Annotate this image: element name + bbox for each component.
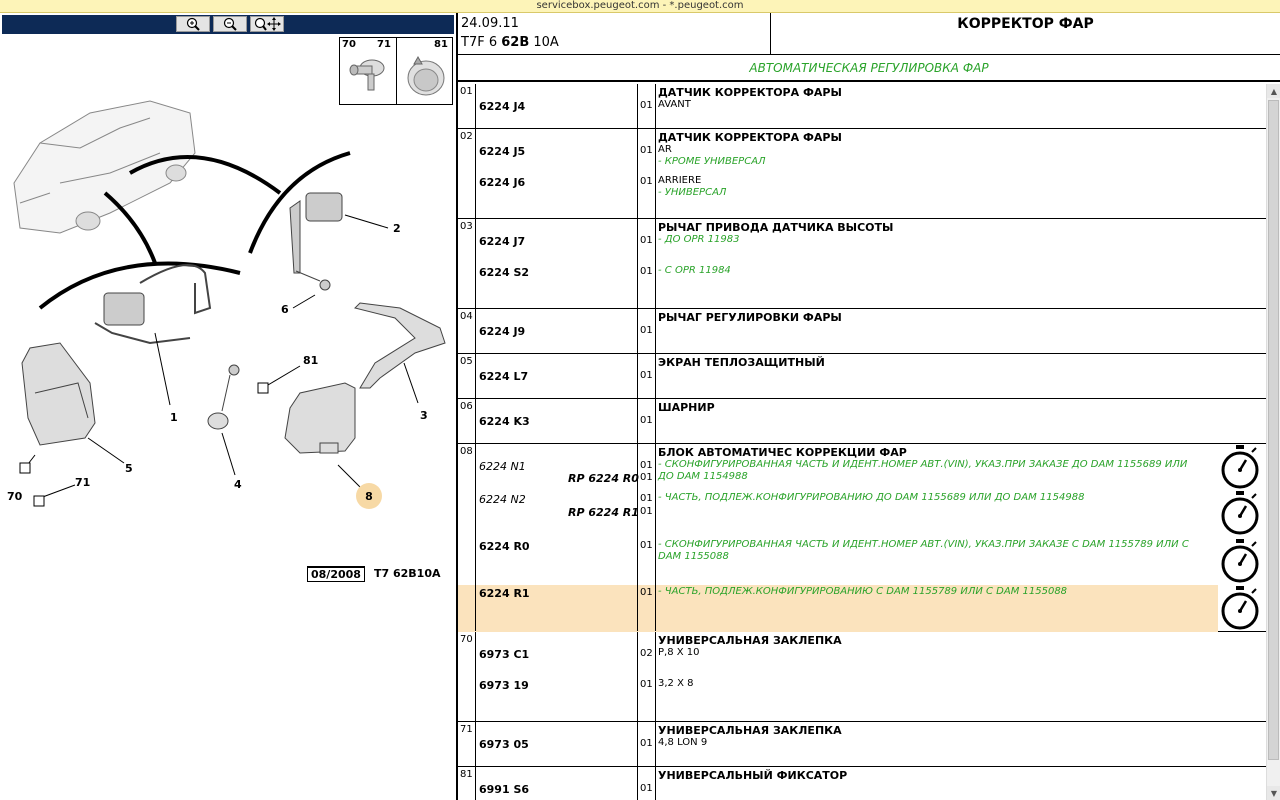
group-number: 03 — [458, 219, 476, 308]
part-qty: 01 — [640, 460, 653, 471]
diagram-date: 08/2008 — [307, 566, 365, 582]
group-number: 02 — [458, 129, 476, 218]
diagram-pane — [0, 13, 456, 800]
table-row-group-03 — [458, 219, 1266, 309]
part-ref[interactable]: 6973 05 — [479, 738, 529, 751]
group-title: УНИВЕРСАЛЬНАЯ ЗАКЛЕПКА — [658, 634, 842, 647]
zoom-fit-icon — [253, 17, 281, 31]
group-title: РЫЧАГ РЕГУЛИРОВКИ ФАРЫ — [658, 311, 842, 324]
group-number: 05 — [458, 354, 476, 398]
part-qty: 01 — [640, 587, 653, 598]
part-ref[interactable]: 6224 S2 — [479, 266, 530, 279]
table-row-group-01 — [458, 84, 1266, 129]
diagram-code: T7 62B10A — [374, 567, 441, 580]
callout-3[interactable]: 3 — [420, 409, 428, 422]
group-number: 04 — [458, 309, 476, 353]
group-number: 01 — [458, 84, 476, 128]
callout-2[interactable]: 2 — [393, 222, 401, 235]
parts-table — [458, 84, 1266, 800]
part-desc: AR — [658, 144, 672, 155]
callout-81[interactable]: 81 — [303, 354, 319, 367]
section-subtitle: АВТОМАТИЧЕСКАЯ РЕГУЛИРОВКА ФАР — [458, 55, 1280, 82]
thumb-label-81: 81 — [434, 39, 448, 50]
group-title: РЫЧАГ ПРИВОДА ДАТЧИКА ВЫСОТЫ — [658, 221, 894, 234]
table-row-group-71 — [458, 722, 1266, 767]
group-number: 71 — [458, 722, 476, 766]
part-qty: 01 — [640, 783, 653, 794]
window-title: servicebox.peugeot.com - *.peugeot.com — [0, 0, 1280, 13]
group-title: БЛОК АВТОМАТИЧЕС КОРРЕКЦИИ ФАР — [658, 446, 907, 459]
page-title: КОРРЕКТОР ФАР — [957, 16, 1094, 32]
part-note: ДО DAM 1154988 — [658, 471, 748, 482]
zoom-out-button[interactable] — [213, 16, 247, 32]
part-ref[interactable]: 6224 L7 — [479, 370, 529, 383]
part-ref[interactable]: 6224 R1 — [479, 587, 530, 600]
stopwatch-icon[interactable] — [1219, 538, 1261, 584]
part-qty: 01 — [640, 266, 653, 277]
part-ref[interactable]: 6973 19 — [479, 679, 529, 692]
part-qty: 01 — [640, 738, 653, 749]
part-note: - ЧАСТЬ, ПОДЛЕЖ.КОНФИГУРИРОВАНИЮ ДО DAM 1155689 ИЛИ ДО DAM 1154988 — [658, 492, 1085, 503]
zoom-out-icon — [221, 17, 239, 31]
part-qty: 01 — [640, 415, 653, 426]
part-note: - СКОНФИГУРИРОВАННАЯ ЧАСТЬ И ИДЕНТ.НОМЕР АВТ.(VIN), УКАЗ.ПРИ ЗАКАЗЕ С DAM 1155789 ИЛИ С — [658, 539, 1189, 550]
exploded-parts-diagram — [0, 93, 456, 563]
table-row-group-81 — [458, 767, 1266, 800]
callout-71[interactable]: 71 — [75, 476, 91, 489]
zoom-in-button[interactable] — [176, 16, 210, 32]
front-sensor-part — [95, 265, 239, 429]
callout-8-highlighted[interactable]: 8 — [356, 483, 382, 509]
callout-5[interactable]: 5 — [125, 462, 133, 475]
part-ref[interactable]: 6224 J9 — [479, 325, 526, 338]
group-title: УНИВЕРСАЛЬНАЯ ЗАКЛЕПКА — [658, 724, 842, 737]
vertical-scrollbar[interactable] — [1266, 84, 1280, 800]
callout-1[interactable]: 1 — [170, 411, 178, 424]
callout-70[interactable]: 70 — [7, 490, 23, 503]
group-number: 06 — [458, 399, 476, 443]
part-ref[interactable]: 6224 N1 — [479, 460, 526, 473]
part-qty: 01 — [640, 370, 653, 381]
part-note: - ЧАСТЬ, ПОДЛЕЖ.КОНФИГУРИРОВАНИЮ С DAM 1155789 ИЛИ С DAM 1155088 — [658, 586, 1068, 597]
catalog-date: 24.09.11 — [461, 16, 519, 31]
zoom-in-icon — [184, 17, 202, 31]
part-qty: 01 — [640, 176, 653, 187]
stopwatch-icon[interactable] — [1219, 585, 1261, 631]
group-title: ДАТЧИК КОРРЕКТОРА ФАРЫ — [658, 131, 842, 144]
replacement-ref[interactable]: RP 6224 R1 — [568, 506, 639, 519]
part-desc: ARRIERE — [658, 175, 702, 186]
part-ref[interactable]: 6973 C1 — [479, 648, 530, 661]
table-row-group-04 — [458, 309, 1266, 354]
part-note: - УНИВЕРСАЛ — [658, 187, 727, 198]
part-qty: 01 — [640, 100, 653, 111]
part-qty: 01 — [640, 472, 653, 483]
part-ref[interactable]: 6224 K3 — [479, 415, 530, 428]
group-title: ДАТЧИК КОРРЕКТОРА ФАРЫ — [658, 86, 842, 99]
part-desc: P,8 X 10 — [658, 647, 700, 658]
part-desc: 4,8 LON 9 — [658, 737, 708, 748]
part-ref[interactable]: 6224 J6 — [479, 176, 526, 189]
part-ref[interactable]: 6224 J4 — [479, 100, 526, 113]
part-ref[interactable]: 6991 S6 — [479, 783, 530, 796]
catalog-code: T7F 6 62B 10A — [461, 35, 559, 50]
callout-6[interactable]: 6 — [281, 303, 289, 316]
callout-4[interactable]: 4 — [234, 478, 242, 491]
group-title: ШАРНИР — [658, 401, 715, 414]
part-qty: 01 — [640, 493, 653, 504]
part-qty: 02 — [640, 648, 653, 659]
table-row-group-70 — [458, 632, 1266, 722]
parts-list-pane — [456, 13, 1280, 800]
table-row-group-02 — [458, 129, 1266, 219]
part-desc: AVANT — [658, 99, 691, 110]
group-title: ЭКРАН ТЕПЛОЗАЩИТНЫЙ — [658, 356, 825, 369]
control-unit-part — [285, 383, 355, 453]
part-note: - ДО OPR 11983 — [658, 234, 740, 245]
part-ref[interactable]: 6224 N2 — [479, 493, 526, 506]
part-qty: 01 — [640, 145, 653, 156]
group-number: 81 — [458, 767, 476, 800]
scroll-down-button[interactable]: ▼ — [1267, 786, 1280, 800]
scroll-up-button[interactable]: ▲ — [1267, 84, 1280, 98]
thumb-label-70: 70 — [342, 39, 356, 50]
part-qty: 01 — [640, 235, 653, 246]
part-ref[interactable]: 6224 J7 — [479, 235, 526, 248]
replacement-ref[interactable]: RP 6224 R0 — [568, 472, 639, 485]
table-row-group-06 — [458, 399, 1266, 444]
part-ref[interactable]: 6224 R0 — [479, 540, 530, 553]
group-number: 08 — [458, 444, 476, 631]
group-title: УНИВЕРСАЛЬНЫЙ ФИКСАТОР — [658, 769, 848, 782]
part-desc: 3,2 X 8 — [658, 678, 694, 689]
heat-shield-part — [22, 343, 95, 445]
car-illustration — [14, 101, 195, 233]
part-qty: 01 — [640, 540, 653, 551]
parts-header — [458, 13, 1280, 55]
part-qty: 01 — [640, 679, 653, 690]
zoom-fit-button[interactable] — [250, 16, 284, 32]
stopwatch-icon[interactable] — [1219, 490, 1261, 536]
part-note: - СКОНФИГУРИРОВАННАЯ ЧАСТЬ И ИДЕНТ.НОМЕР АВТ.(VIN), УКАЗ.ПРИ ЗАКАЗЕ ДО DAM 1155689 ИЛИ — [658, 459, 1188, 470]
part-note: DAM 1155088 — [658, 551, 729, 562]
part-qty: 01 — [640, 506, 653, 517]
thumb-label-71: 71 — [377, 39, 391, 50]
part-ref[interactable]: 6224 J5 — [479, 145, 526, 158]
part-note: - КРОМЕ УНИВЕРСАЛ — [658, 156, 766, 167]
scroll-thumb[interactable] — [1268, 100, 1279, 760]
stopwatch-icon[interactable] — [1219, 444, 1261, 490]
diagram-toolbar — [2, 15, 454, 34]
table-row-group-08 — [458, 444, 1266, 632]
table-row-group-05 — [458, 354, 1266, 399]
part-note: - С OPR 11984 — [658, 265, 731, 276]
part-qty: 01 — [640, 325, 653, 336]
group-number: 70 — [458, 632, 476, 721]
